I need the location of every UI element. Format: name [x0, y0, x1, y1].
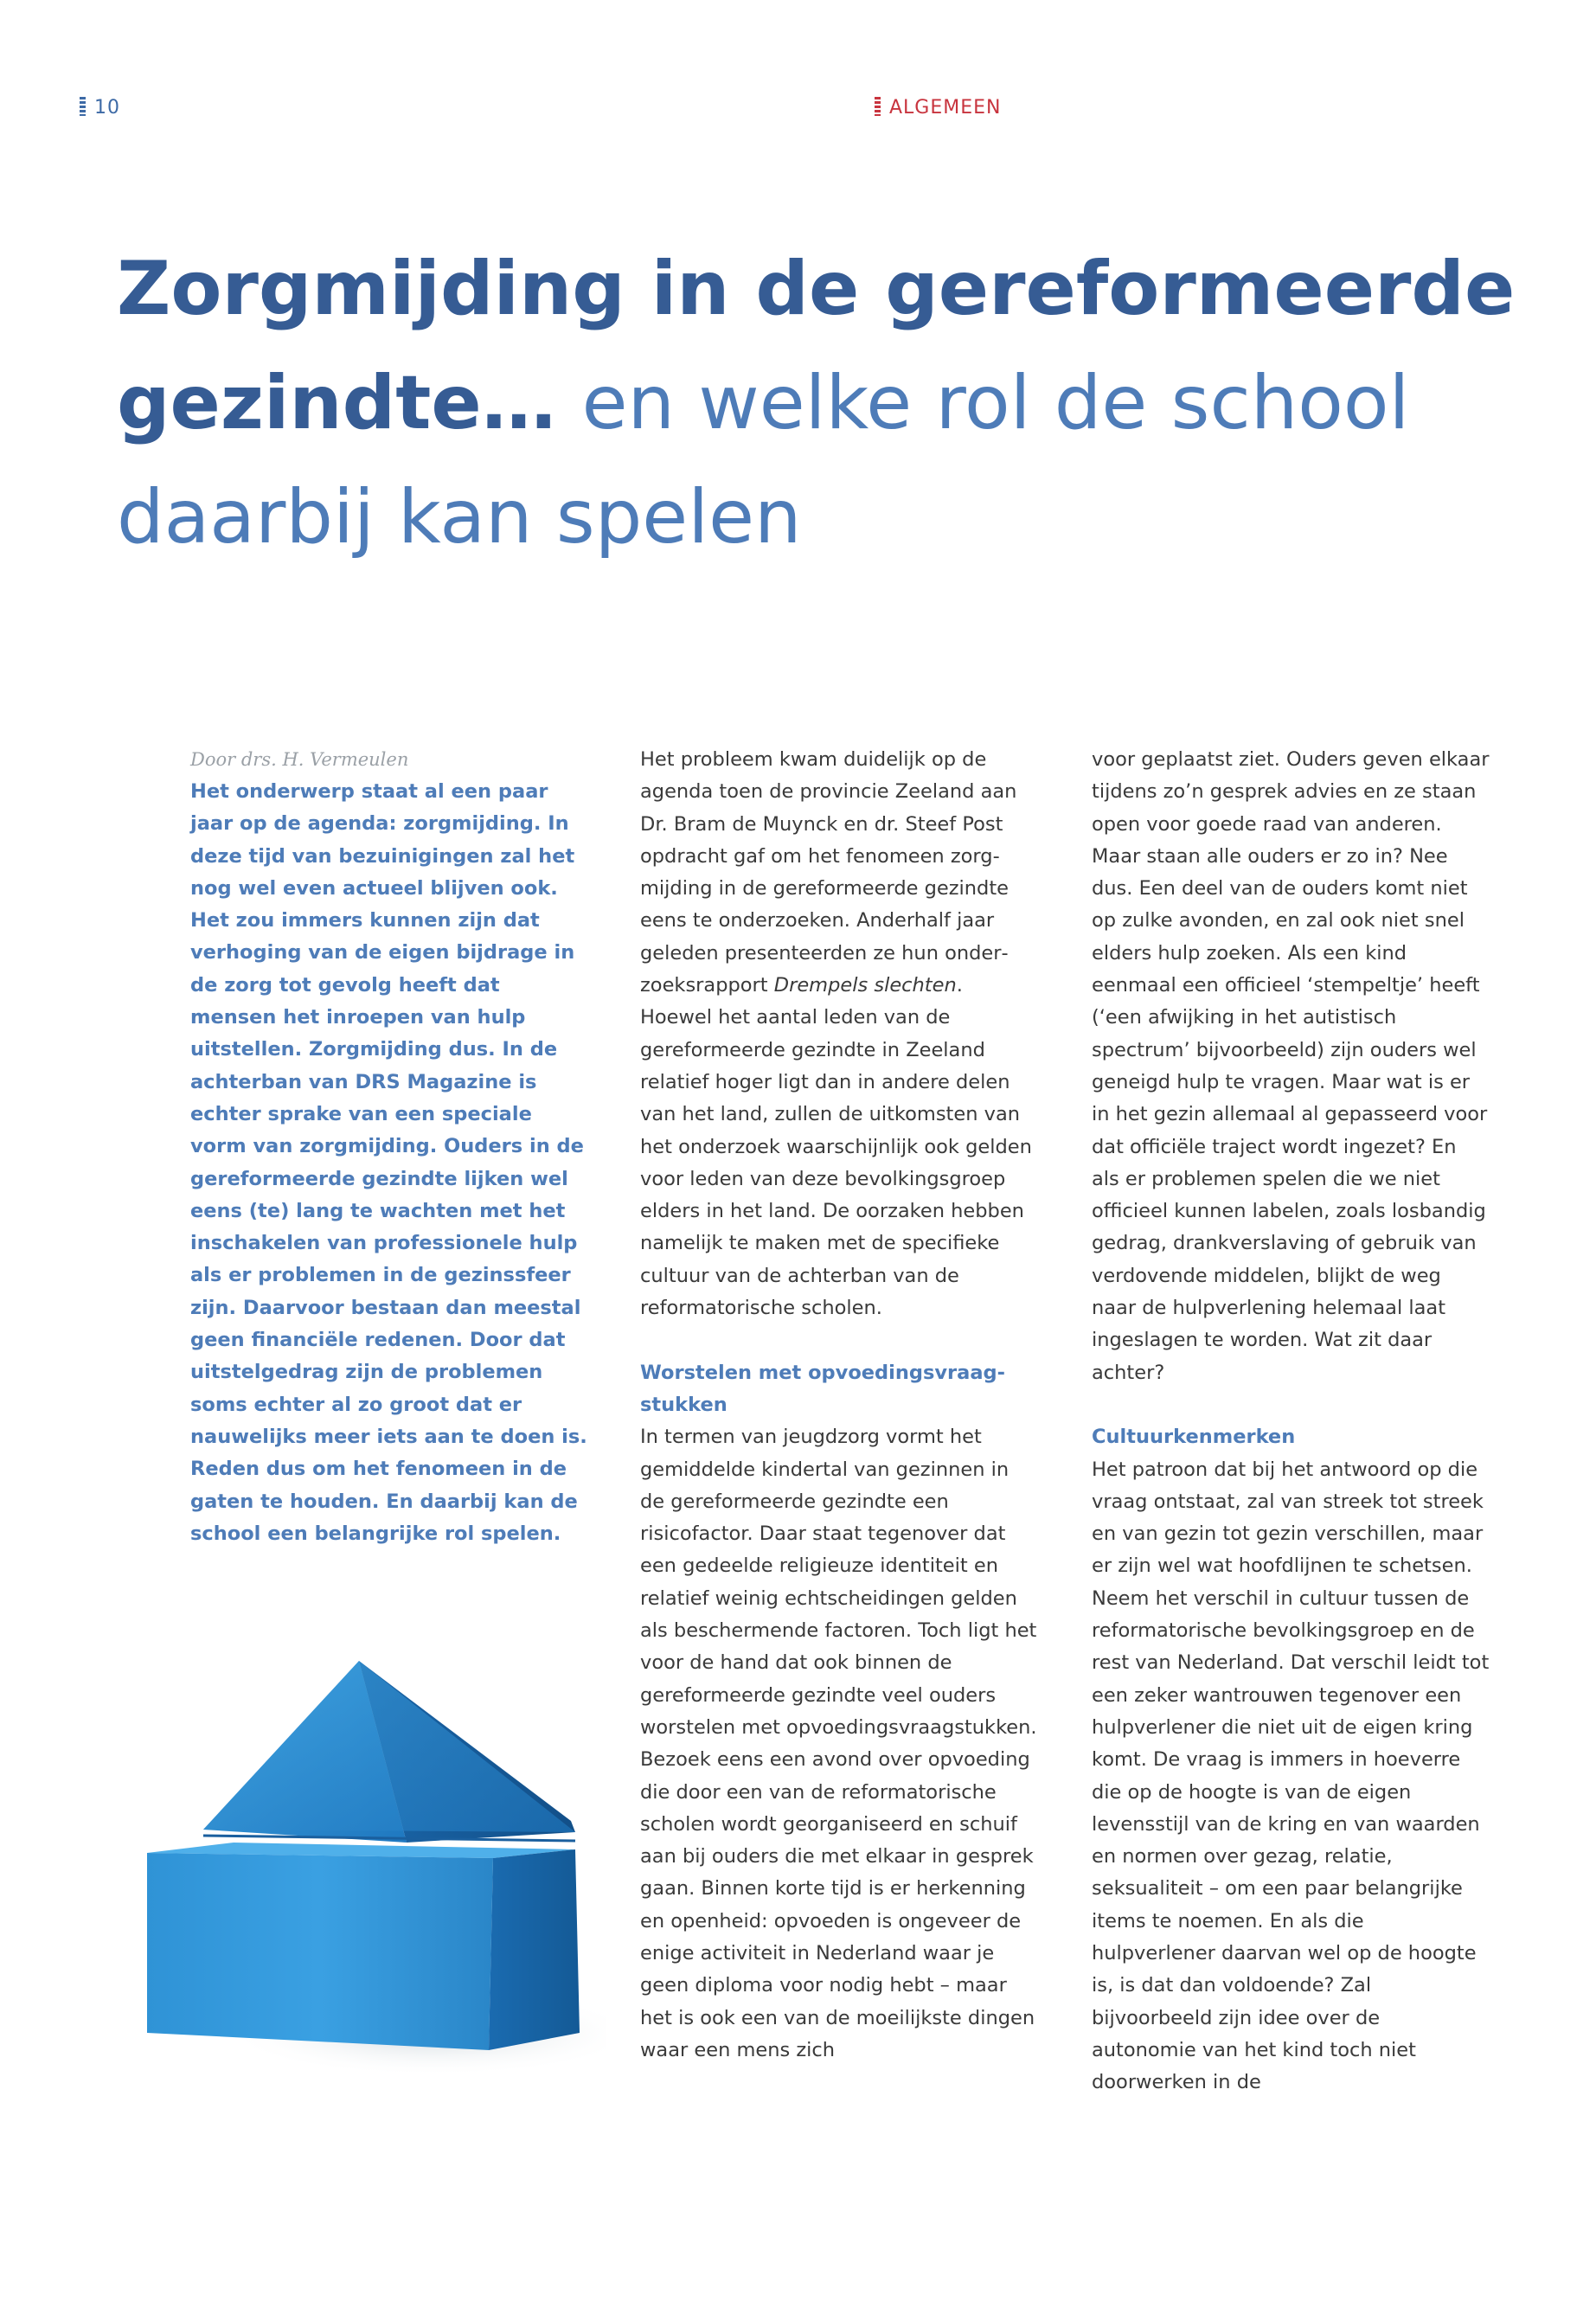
column-2	[640, 744, 1038, 2067]
body-paragraph: Het patroon dat bij het antwoord op die vraag ontstaat, zal van streek tot streek en van gezin tot gezin verschillen, maar er zijn wel wat hoofdlijnen te schetsen. Neem het verschil in cultuur tussen de reformatorische bevolkingsgroep en de rest van Nederland. Dat verschil leidt tot een zeker wantrouwen tegenover een hulpverlener die niet uit de eigen kring komt. De vraag is immers in hoeverre die op de hoogte is van de eigen levensstijl van de kring en van waarden en normen over gezag, relatie, seksualiteit – om een paar belangrijke items te noemen. En als die hulpverlener daarvan wel op de hoogte is, is dat dan voldoende? Zal bijvoorbeeld zijn idee over de autonomie van het kind toch niet doorwerken in de	[1092, 1458, 1490, 2094]
subheading: Worstelen met opvoedingsvraagstukken	[640, 1361, 1005, 1416]
section-label	[875, 97, 1002, 119]
article-title	[117, 232, 1535, 574]
section-label-text: ALGEMEEN	[889, 97, 1002, 119]
text-span: . Hoewel het aantal leden van de gereformeerde gezindte in Zeeland relatief hoger ligt dan in andere delen van het land, zullen de uitkomsten van het onderzoek waarschijnlijk ook gelden voor leden van deze bevolkingsgroep elders in het land. De oorzaken hebben namelijk te maken met de specifieke cultuur van de achterban van de reformatorische scholen.	[640, 974, 1032, 1320]
text-span: Het probleem kwam duidelijk op de agenda toen de provincie Zeeland aan Dr. Bram de Muynck en dr. Steef Post opdracht gaf om het fenomeen zorgmijding in de gereformeerde gezindte eens te onderzoeken. Anderhalf jaar geleden presenteerden ze hun onderzoeksrapport	[640, 748, 1017, 997]
column-1	[190, 744, 588, 1550]
house-base-front	[147, 1853, 493, 2050]
report-title: Drempels slechten	[773, 974, 957, 997]
subheading: Cultuurkenmerken	[1092, 1426, 1296, 1449]
page-number	[80, 97, 120, 119]
title-subtitle: en welke rol de school daarbij kan spelen	[117, 360, 1410, 561]
body-paragraph	[640, 744, 1038, 1324]
house-roof-gable	[203, 1661, 575, 1832]
house-block-photo	[121, 1626, 606, 2076]
section-marker-icon	[875, 97, 881, 116]
byline: Door drs. H. Vermeulen	[190, 749, 409, 770]
intro-paragraph: Het onderwerp staat al een paar jaar op de agenda: zorgmijding. In deze tijd van bezuinigingen zal het nog wel even actueel blijven ook. Het zou immers kunnen zijn dat verhoging van de eigen bijdrage in de zorg tot gevolg heeft dat mensen het inroepen van hulp uitstellen. Zorgmijding dus. In de achterban van DRS Magazine is echter sprake van een speciale vorm van zorgmijding. Ouders in de gereformeerde gezindte lijken wel eens (te) lang te wachten met het inschakelen van professionele hulp als er problemen in de gezinssfeer zijn. Daarvoor bestaan dan meestal geen financiële redenen. Door dat uitstelgedrag zijn de problemen soms echter al zo groot dat er nauwelijks meer iets aan te doen is. Reden dus om het fenomeen in de gaten te houden. En daarbij kan de school een belangrijke rol spelen.	[190, 780, 587, 1545]
page-number-text: 10	[94, 97, 120, 119]
body-paragraph: In termen van jeugdzorg vormt het gemiddelde kindertal van gezinnen in de gereformeerde gezindte een risicofactor. Daar staat tegenover dat een gedeelde religieuze identiteit en relatief weinig echtscheidingen gelden als beschermende factoren. Toch ligt het voor de hand dat ook binnen de gereformeerde gezindte veel ouders worstelen met opvoedingsvraagstukken. Bezoek eens een avond over opvoeding die door een van de reformatorische scholen wordt georganiseerd en schuif aan bij ouders die met elkaar in gesprek gaan. Binnen korte tijd is er herkenning en openheid: opvoeden is ongeveer de enige activiteit in Nederland waar je geen diploma voor nodig hebt – maar het is ook een van de moeilijkste dingen waar een mens zich	[640, 1426, 1037, 2061]
page-marker-icon	[80, 97, 86, 116]
page-header	[0, 97, 1596, 123]
body-paragraph: voor geplaatst ziet. Ouders geven elkaar tijdens zo’n gesprek advies en ze staan open voor goede raad van anderen. Maar staan alle ouders er zo in? Nee dus. Een deel van de ouders komt niet op zulke avonden, en zal ook niet snel elders hulp zoeken. Als een kind eenmaal een officieel ‘stempeltje’ heeft (‘een afwijking in het autistisch spectrum’ bijvoorbeeld) zijn ouders wel geneigd hulp te vragen. Maar wat is er in het gezin allemaal al gepasseerd voor dat officiële traject wordt ingezet? En als er problemen spelen die we niet officieel kunnen labelen, zoals losbandig gedrag, drankverslaving of gebruik van verdovende middelen, blijkt de weg naar de hulpverlening helemaal laat ingeslagen te worden. Wat zit daar achter?	[1092, 748, 1490, 1384]
column-3	[1092, 744, 1490, 2099]
house-base-side	[489, 1849, 580, 2050]
title-bold: Zorgmijding in de gereformeerde gezindte…	[117, 246, 1516, 446]
